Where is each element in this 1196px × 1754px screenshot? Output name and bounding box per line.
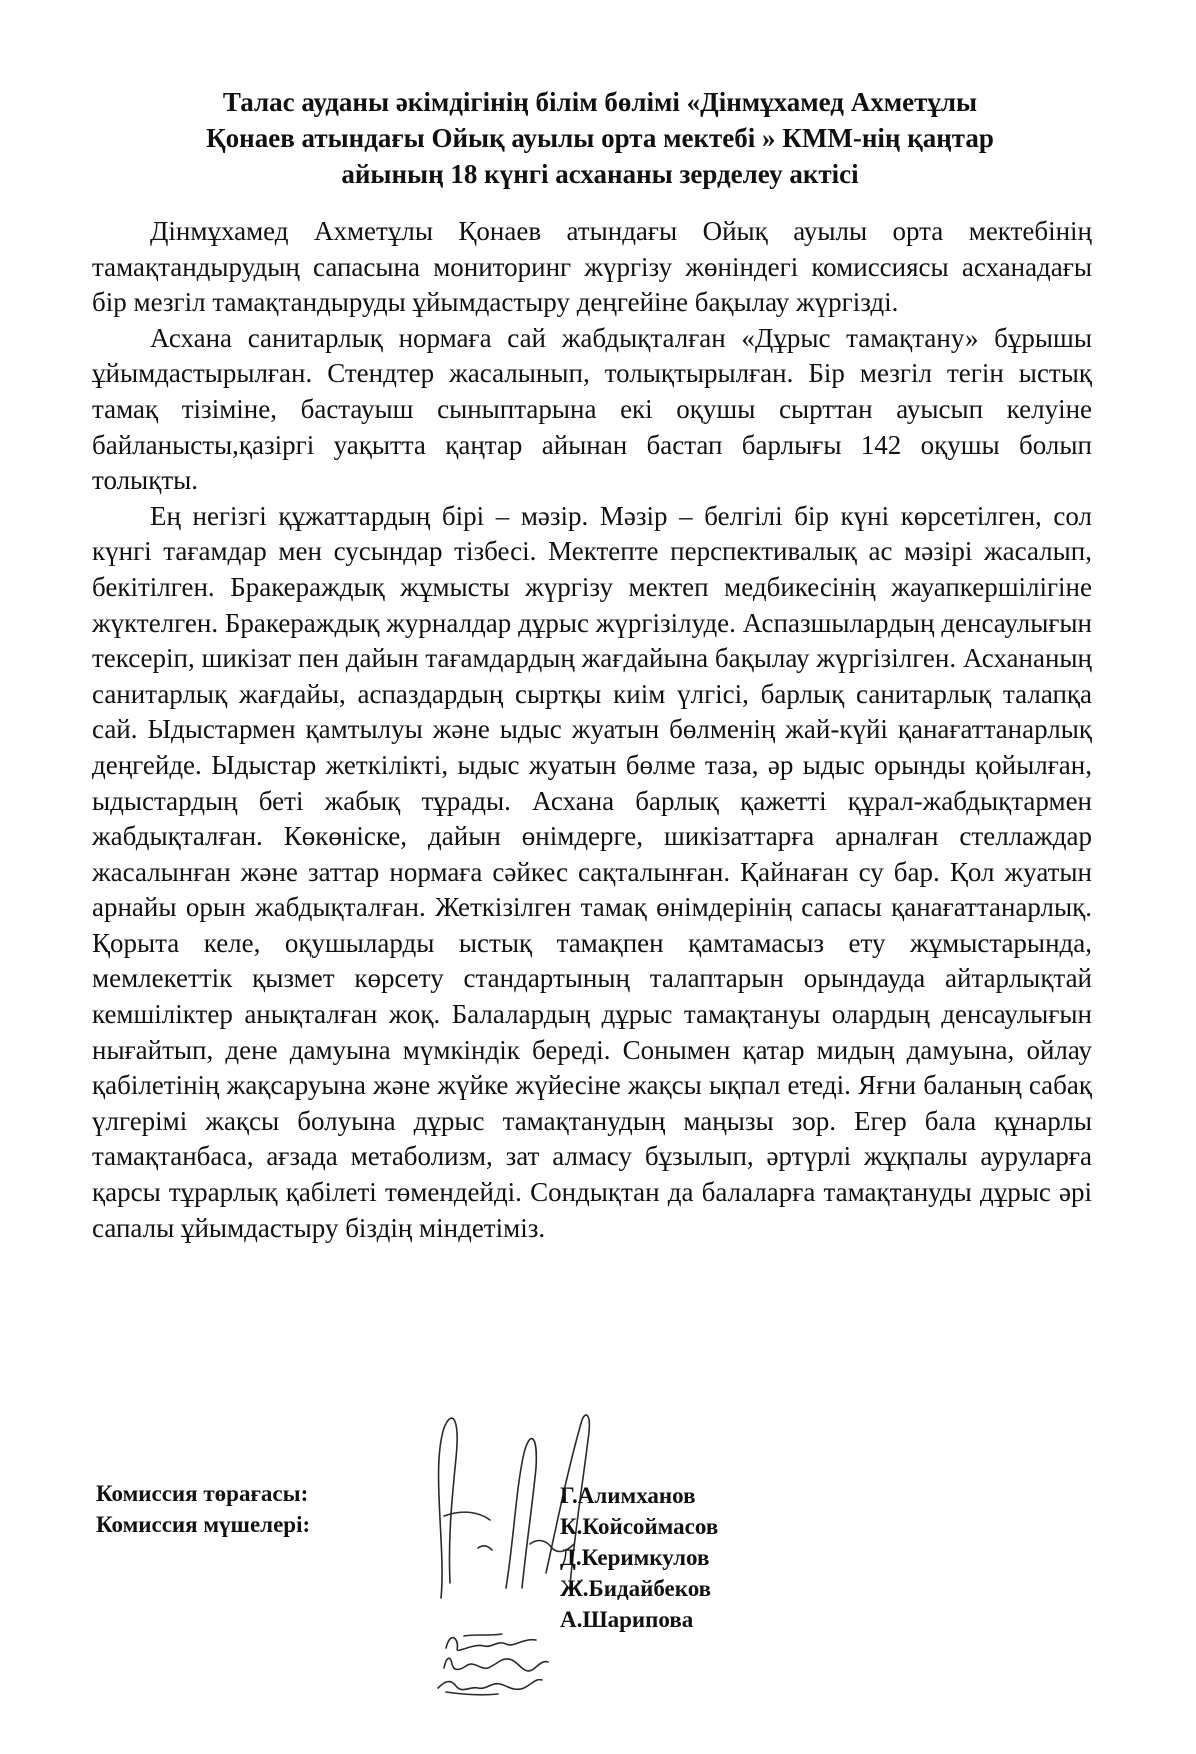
paragraph-menu: Ең негізгі құжаттардың бірі – мәзір. Мәзір – белгілі бір күні көрсетілген, сол күнгі тағамдар мен сусындар тізбесі. Мектепте перспективалық ас мәзірі жасалып, бекітілген. Бракераждық жұмысты жүргізу мектеп медбикесінің жауапкершілігіне жүктелген. Бракераждық журналдар дұрыс жүргізілуде. Аспазшылардың денсаулығын тексеріп, шикізат пен дайын тағамдардың жағдайына бақылау жүргізілген. Асхананың санитарлық жағдайы, аспаздардың сыртқы киім үлгісі, барлық санитарлық талапқа сай. Ыдыстармен қамтылуы және ыдыс жуатын бөлменің жай-күйі қанағаттанарлық деңгейде. Ыдыстар жеткілікті, ыдыс жуатын бөлме таза, әр ыдыс орынды қойылған, ыдыстардың беті жабық тұрады. Асхана барлық қажетті құрал-жабдықтармен жабдықталған. Көкөніске, дайын өнімдерге, шикізаттарға арналған стеллаждар жасалынған және заттар нормаға сәйкес сақталынған. Қайнаған су бар. Қол жуатын арнайы орын жабдықталған. Жеткізілген тамақ өнімдерінің сапасы қанағаттанарлық. Қорыта келе, оқушыларды ыстық тамақпен қамтамасыз ету жұмыстарында, мемлекеттік қызмет көрсету стандартының талаптарын орындауда айтарлықтай кемшіліктер анықталған жоқ. Балалардың дұрыс тамақтануы олардың денсаулығын нығайтып, дене дамуына мүмкіндік береді. Сонымен қатар мидың дамуына, ойлау қабілетінің жақсаруына және жүйке жүйесіне жақсы ықпал етеді. Яғни баланың сабақ үлгерімі жақсы болуына дұрыс тамақтанудың маңызы зор. Егер бала құнарлы тамақтанбаса, ағзада метаболизм, зат алмасу бұзылып, әртүрлі жұқпалы ауруларға қарсы тұрарлық қабілеті төмендейді. Сондықтан да балаларға тамақтануды дұрыс әрі сапалы ұйымдастыру біздің міндетіміз. [92,500,1092,1243]
document-title [120,84,1080,192]
signatory-name: Ж.Бидайбеков [560,1576,712,1601]
signature-member-2 [444,1658,548,1671]
signatory-name: Д.Керимкулов [560,1545,710,1570]
signature-chair [439,1418,490,1598]
signature-member-1 [446,1638,536,1651]
title-line: айының 18 күнгі асхананы зерделеу актісі [341,159,859,189]
signatory-name: К.Койсоймасов [560,1514,719,1539]
commission-chair-label: Комиссия төрағасы: [96,1481,309,1506]
signature-block [96,1478,1096,1708]
commission-members-label: Комиссия мүшелері: [96,1512,311,1537]
commission-labels [96,1478,310,1540]
document-body [92,214,1092,1246]
title-line: Талас ауданы әкімдігінің білім бөлімі «Дінмұхамед Ахметұлы [222,87,978,117]
signatory-name: А.Шарипова [560,1607,694,1632]
signatory-name: Г.Алимханов [560,1483,696,1508]
title-line: Қонаев атындағы Ойық ауылы орта мектебі » КММ-нің қаңтар [206,123,994,153]
paragraph-intro: Дінмұхамед Ахметұлы Қонаев атындағы Ойық ауылы орта мектебінің тамақтандырудың сапасына мониторинг жүргізу жөніндегі комиссиясы асханадағы бір мезгіл тамақтандыруды ұйымдастыру деңгейіне бақылау жүргізді. [92,216,1092,318]
signature-member-3 [438,1680,542,1690]
paragraph-canteen: Асхана санитарлық нормаға сай жабдықталған «Дұрыс тамақтану» бұрышы ұйымдастырылған. Стендтер жасалынып, толықтырылған. Бір мезгіл тегін ыстық тамақ тізіміне, бастауыш сыныптарына екі оқушы сырттан ауысып келуіне байланысты,қазіргі уақытта қаңтар айынан бастап барлығы 142 оқушы болып толықты. [92,322,1092,496]
commission-names [560,1480,718,1635]
